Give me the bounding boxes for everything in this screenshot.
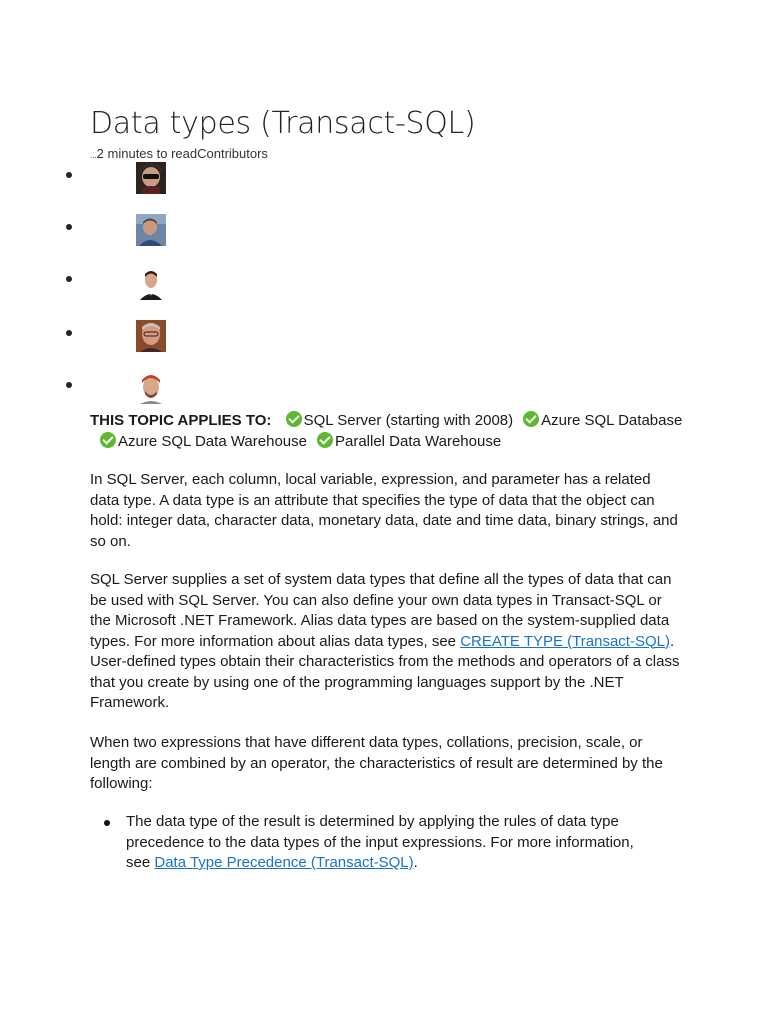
paragraph-combination: When two expressions that have different data types, collations, precision, scale, or length are combined by an operator, the characteristics of result are determined by the following: xyxy=(90,734,663,792)
create-type-link[interactable]: CREATE TYPE (Transact-SQL) xyxy=(460,632,670,650)
contributor-avatar[interactable] xyxy=(136,372,166,404)
list-bullet xyxy=(66,330,72,336)
platform-azure-sql-data-warehouse: Azure SQL Data Warehouse xyxy=(100,433,307,450)
check-icon xyxy=(523,411,539,427)
list-bullet xyxy=(104,820,110,826)
check-icon xyxy=(100,432,116,448)
platform-azure-sql-database: Azure SQL Database xyxy=(523,412,682,429)
read-time-contributors: 2 minutes to readContributors xyxy=(96,146,268,161)
contributor-item[interactable] xyxy=(66,272,176,308)
contributor-avatar[interactable] xyxy=(136,268,166,300)
rules-list xyxy=(90,812,650,874)
list-bullet xyxy=(66,276,72,282)
contributor-item[interactable] xyxy=(66,220,176,256)
paragraph-system-types: SQL Server supplies a set of system data types that define all the types of data that can be used with SQL Server. You can also define your own data types in Transact-SQL or the Microsoft .NET Framework. Alias data types are based on the system-supplied data types. For more information about alias data types, see CREATE TYPE (Transact-SQL). User-defined types obtain their characteristics from the methods and operators of a class that you create by using one of the programming languages support by the .NET Framework. xyxy=(90,571,680,711)
page-title: Data types (Transact-SQL) xyxy=(90,106,476,141)
applies-to xyxy=(90,410,710,452)
paragraph-intro: In SQL Server, each column, local variable, expression, and parameter has a related data type. A data type is an attribute that specifies the type of data that the object can hold: integer data, character data, monetary data, date and time data, binary strings, and so on. xyxy=(90,471,678,550)
contributor-avatar[interactable] xyxy=(136,320,166,352)
list-bullet xyxy=(66,382,72,388)
contributor-avatar[interactable] xyxy=(136,214,166,246)
applies-to-label: THIS TOPIC APPLIES TO: xyxy=(90,412,272,429)
platform-parallel-data-warehouse: Parallel Data Warehouse xyxy=(317,433,501,450)
platform-sql-server: SQL Server (starting with 2008) xyxy=(286,412,514,429)
check-icon xyxy=(317,432,333,448)
check-icon xyxy=(286,411,302,427)
contributor-item[interactable] xyxy=(66,168,176,204)
list-item: The data type of the result is determined by applying the rules of data type precedence to the data types of the input expressions. For more information, see Data Type Precedence (Transact-SQL). xyxy=(90,812,650,874)
meta-dots: ... xyxy=(90,151,97,160)
contributor-item[interactable] xyxy=(66,326,176,362)
list-bullet xyxy=(66,172,72,178)
contributor-item[interactable] xyxy=(66,378,176,414)
article-meta xyxy=(90,146,268,161)
contributor-avatar[interactable] xyxy=(136,162,166,194)
list-bullet xyxy=(66,224,72,230)
data-type-precedence-link[interactable]: Data Type Precedence (Transact-SQL) xyxy=(154,854,414,871)
